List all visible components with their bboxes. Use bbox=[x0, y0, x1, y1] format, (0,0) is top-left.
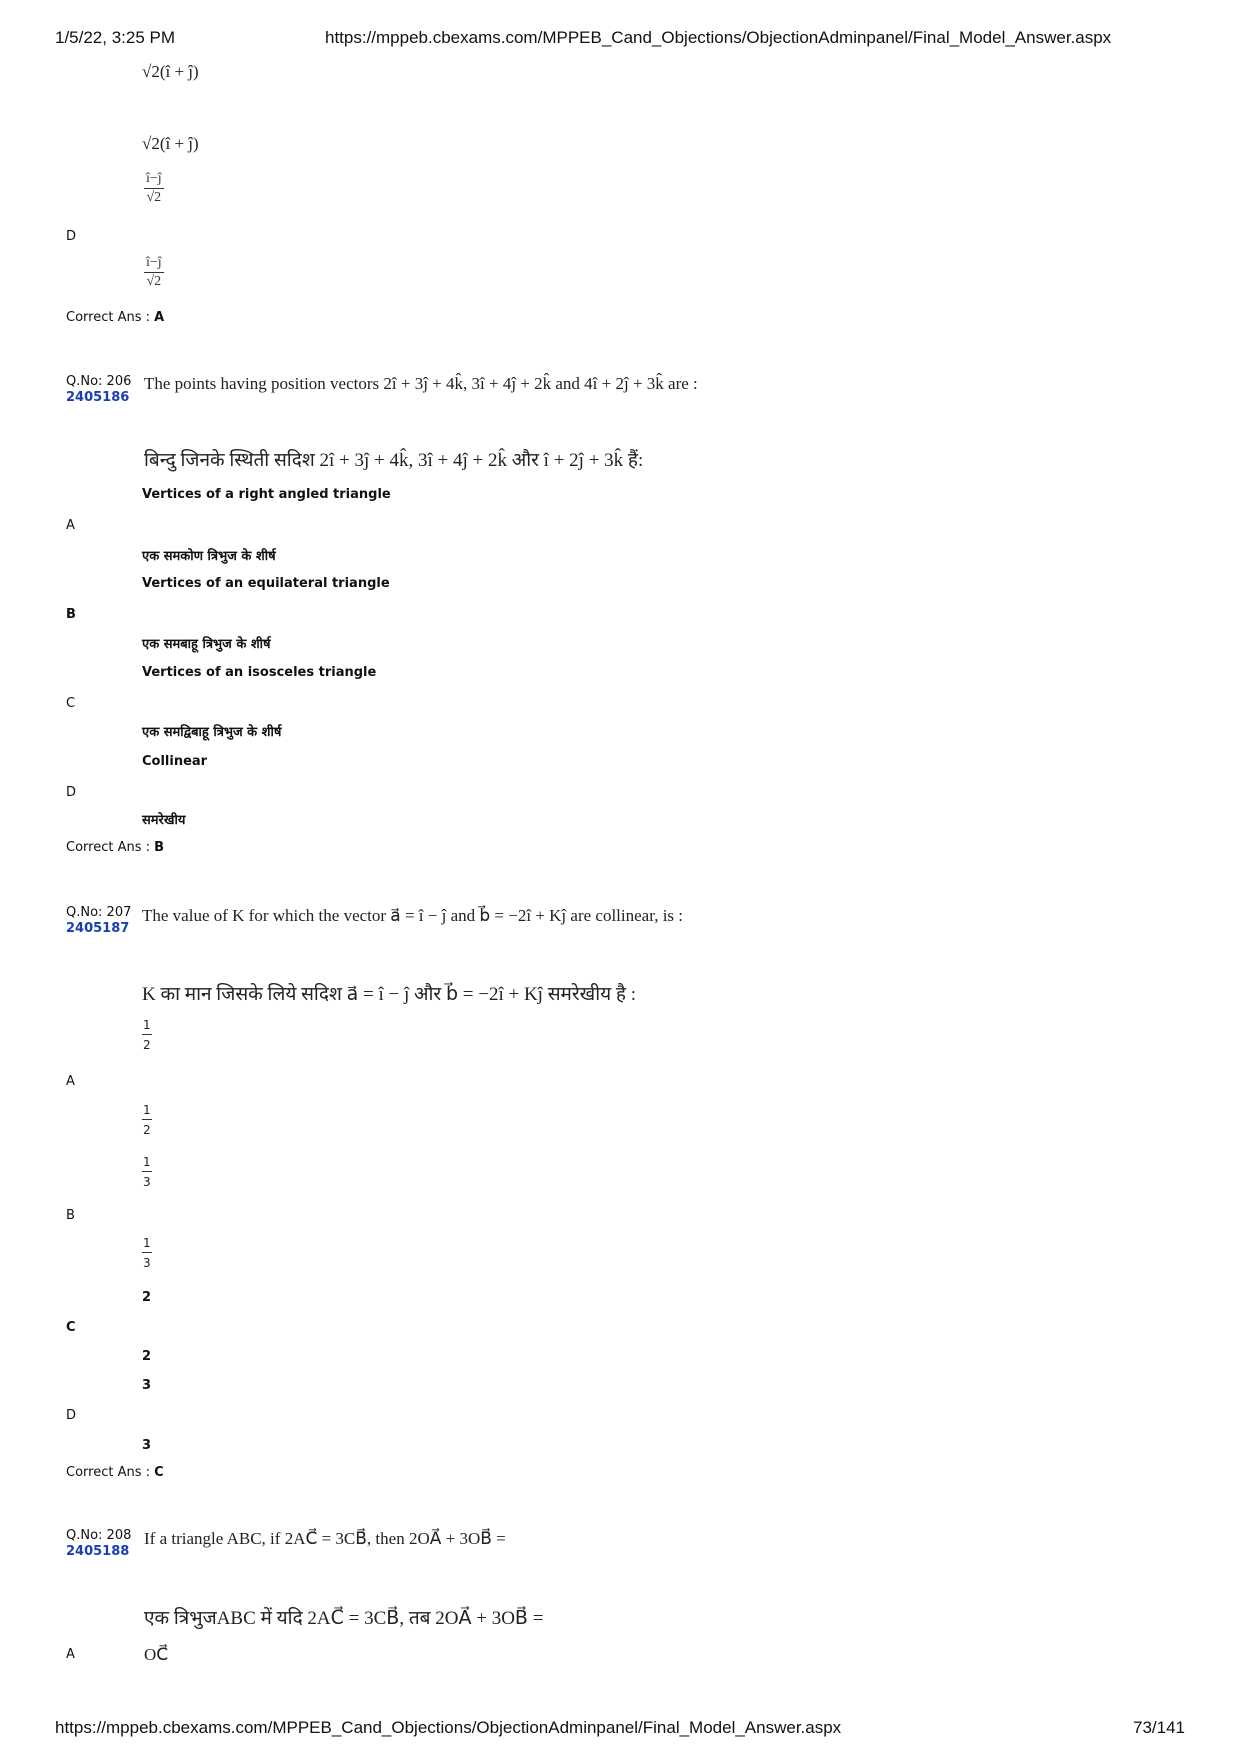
q206-option-a-hindi: एक समकोण त्रिभुज के शीर्ष bbox=[142, 549, 276, 564]
q207-id: 2405187 bbox=[66, 921, 130, 936]
q206-option-b-label: B bbox=[66, 607, 76, 622]
q207-option-a-label: A bbox=[66, 1074, 75, 1089]
q207-option-b-english bbox=[142, 1156, 152, 1190]
fraction-denominator: 2 bbox=[143, 1123, 151, 1137]
fraction-denominator: √2 bbox=[146, 190, 162, 205]
correct-answer-label: Correct Ans : bbox=[66, 1465, 150, 1480]
q205-option-c-english: √2(î + ĵ) bbox=[142, 62, 199, 81]
print-timestamp: 1/5/22, 3:25 PM bbox=[55, 28, 176, 47]
q208-question-english: If a triangle ABC, if 2AC⃗ = 3CB⃗, then 2OA⃗ + 3OB⃗ = bbox=[144, 1529, 506, 1548]
q206-option-c-english: Vertices of an isosceles triangle bbox=[142, 665, 377, 680]
fraction-denominator: 3 bbox=[143, 1256, 151, 1270]
q207-option-d-label: D bbox=[66, 1408, 77, 1423]
q206-option-c-label: C bbox=[66, 696, 76, 711]
q207-option-c-label: C bbox=[66, 1320, 76, 1335]
fraction-numerator: 1 bbox=[142, 1156, 152, 1172]
fraction-numerator: 1 bbox=[142, 1104, 152, 1120]
q207-question-hindi: K का मान जिसके लिये सदिश a⃗ = î − ĵ और b⃗ = −2î + Kĵ समरेखीय है : bbox=[142, 984, 637, 1005]
q206-option-b-hindi: एक समबाहू त्रिभुज के शीर्ष bbox=[142, 637, 271, 652]
fraction-denominator: 2 bbox=[143, 1038, 151, 1052]
q207-number: Q.No: 207 bbox=[66, 905, 132, 920]
q207-option-a-english bbox=[142, 1019, 152, 1053]
q207-option-d-english: 3 bbox=[142, 1378, 152, 1393]
q205-option-d-english bbox=[144, 172, 164, 205]
q206-id: 2405186 bbox=[66, 390, 130, 405]
fraction-numerator: î−ĵ bbox=[144, 172, 164, 189]
q206-correct-answer bbox=[66, 840, 164, 855]
q206-option-a-english: Vertices of a right angled triangle bbox=[142, 487, 391, 502]
print-url-header: https://mppeb.cbexams.com/MPPEB_Cand_Objections/ObjectionAdminpanel/Final_Model_Answer.aspx bbox=[325, 28, 1112, 47]
q207-option-c-english: 2 bbox=[142, 1290, 152, 1305]
q208-option-a-label: A bbox=[66, 1647, 75, 1662]
q207-option-b-hindi bbox=[142, 1237, 152, 1271]
q207-correct-answer bbox=[66, 1465, 164, 1480]
q205-option-c-hindi: √2(î + ĵ) bbox=[142, 134, 199, 153]
correct-answer-value: A bbox=[154, 310, 165, 325]
q206-question-hindi: बिन्दु जिनके स्थिती सदिश 2î + 3ĵ + 4k̂, 3î + 4ĵ + 2k̂ और î + 2ĵ + 3k̂ हैं: bbox=[144, 450, 644, 471]
q208-option-a-english: OC⃗ bbox=[144, 1645, 169, 1664]
q205-correct-answer bbox=[66, 310, 164, 325]
q207-question-english: The value of K for which the vector a⃗ = î − ĵ and b⃗ = −2î + Kĵ are collinear, is : bbox=[142, 906, 684, 925]
q208-question-hindi: एक त्रिभुजABC में यदि 2AC⃗ = 3CB⃗, तब 2OA⃗ + 3OB⃗ = bbox=[144, 1608, 544, 1629]
q206-option-a-label: A bbox=[66, 518, 75, 533]
q205-option-d-label: D bbox=[66, 229, 77, 244]
q206-option-d-label: D bbox=[66, 785, 77, 800]
print-url-footer: https://mppeb.cbexams.com/MPPEB_Cand_Objections/ObjectionAdminpanel/Final_Model_Answer.aspx bbox=[55, 1718, 842, 1737]
fraction-denominator: √2 bbox=[146, 274, 162, 289]
q207-option-c-hindi: 2 bbox=[142, 1349, 152, 1364]
correct-answer-label: Correct Ans : bbox=[66, 310, 150, 325]
correct-answer-value: B bbox=[154, 840, 165, 855]
q207-option-d-hindi: 3 bbox=[142, 1438, 152, 1453]
correct-answer-value: C bbox=[154, 1465, 164, 1480]
page-counter: 73/141 bbox=[1133, 1718, 1185, 1737]
fraction-numerator: 1 bbox=[142, 1237, 152, 1253]
fraction-numerator: î−ĵ bbox=[144, 256, 164, 273]
correct-answer-label: Correct Ans : bbox=[66, 840, 150, 855]
fraction-denominator: 3 bbox=[143, 1175, 151, 1189]
q206-question-english: The points having position vectors 2î + 3ĵ + 4k̂, 3î + 4ĵ + 2k̂ and 4î + 2ĵ + 3k̂ are : bbox=[144, 374, 698, 393]
fraction-numerator: 1 bbox=[142, 1019, 152, 1035]
q207-option-b-label: B bbox=[66, 1208, 75, 1223]
q206-option-b-english: Vertices of an equilateral triangle bbox=[142, 576, 390, 591]
q206-option-c-hindi: एक समद्विबाहू त्रिभुज के शीर्ष bbox=[142, 725, 282, 740]
q208-number: Q.No: 208 bbox=[66, 1528, 132, 1543]
q206-number: Q.No: 206 bbox=[66, 374, 132, 389]
q206-option-d-hindi: समरेखीय bbox=[142, 813, 186, 828]
q208-id: 2405188 bbox=[66, 1544, 130, 1559]
q207-option-a-hindi bbox=[142, 1104, 152, 1138]
q206-option-d-english: Collinear bbox=[142, 754, 208, 769]
q205-option-d-hindi bbox=[144, 256, 164, 289]
